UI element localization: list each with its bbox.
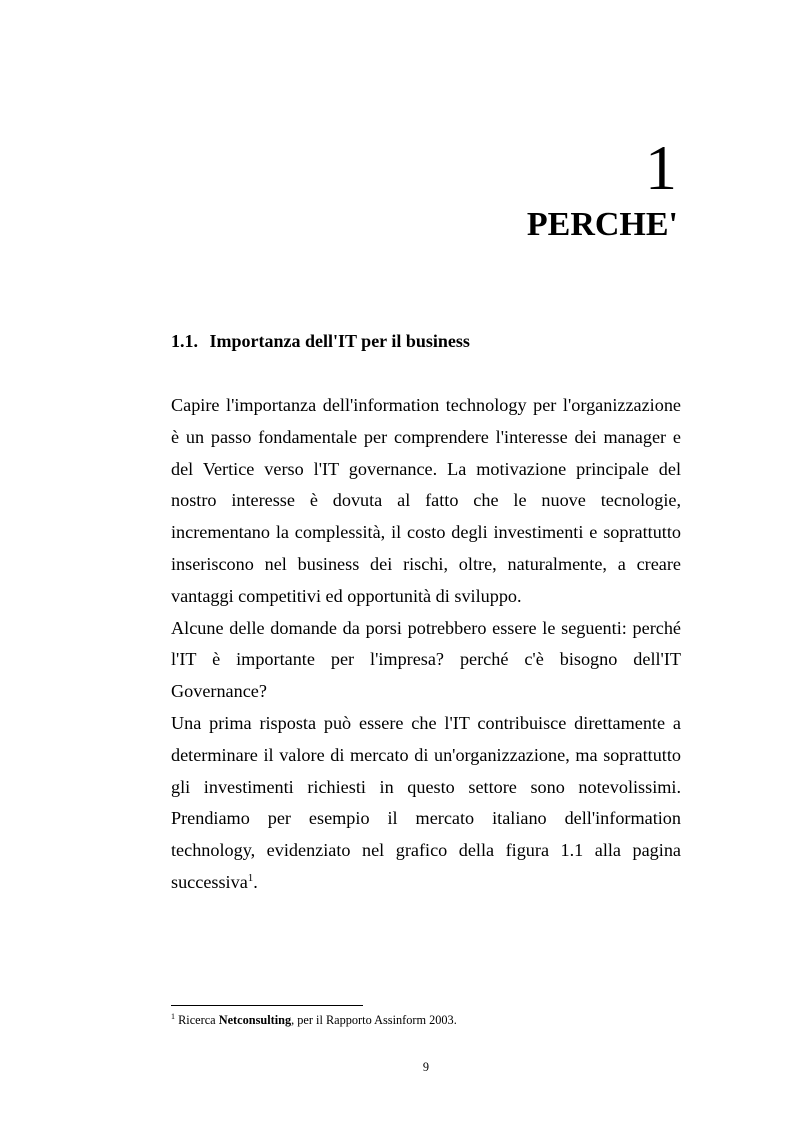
section-title: Importanza dell'IT per il business xyxy=(209,331,470,351)
footnote-prefix: Ricerca xyxy=(178,1013,219,1027)
chapter-title: PERCHE' xyxy=(526,206,678,243)
footnote-suffix: , per il Rapporto Assinform 2003. xyxy=(291,1013,457,1027)
footnote-source: Netconsulting xyxy=(218,1013,292,1027)
chapter-number: 1 xyxy=(645,132,677,203)
paragraph-3-end: . xyxy=(253,871,258,892)
footnote-divider xyxy=(171,1005,363,1006)
paragraph-1: Capire l'importanza dell'information technology per l'organizzazione è un passo fondamentale per comprendere l'interesse dei manager e del Vertice verso l'IT governance. La motivazione principale del nostro interesse è dovuta al fatto che le nuove tecnologie, incrementano la complessità, il costo degli investimenti e soprattutto inseriscono nel business dei rischi, oltre, naturalmente, a creare vantaggi competitivi ed opportunità di sviluppo. xyxy=(171,395,681,606)
body-text xyxy=(171,390,681,899)
paragraph-3-text: Una prima risposta può essere che l'IT contribuisce direttamente a determinare il valore di mercato di un'organizzazione, ma soprattutto gli investimenti richiesti in questo settore sono notevolissimi. Prendiamo per esempio il mercato italiano dell'information technology, evidenziato nel grafico della figura 1.1 alla pagina successiva xyxy=(171,712,681,892)
footnote-reference: 1 xyxy=(247,871,254,884)
page-number: 9 xyxy=(422,1060,430,1074)
section-heading xyxy=(171,331,470,352)
section-number: 1.1. xyxy=(171,331,198,351)
paragraph-2: Alcune delle domande da porsi potrebbero essere le seguenti: perché l'IT è importante per l'impresa? perché c'è bisogno dell'IT Governance? xyxy=(171,617,681,702)
paragraph-3 xyxy=(171,708,681,899)
footnote xyxy=(171,1013,457,1028)
footnote-marker: 1 xyxy=(171,1011,175,1021)
